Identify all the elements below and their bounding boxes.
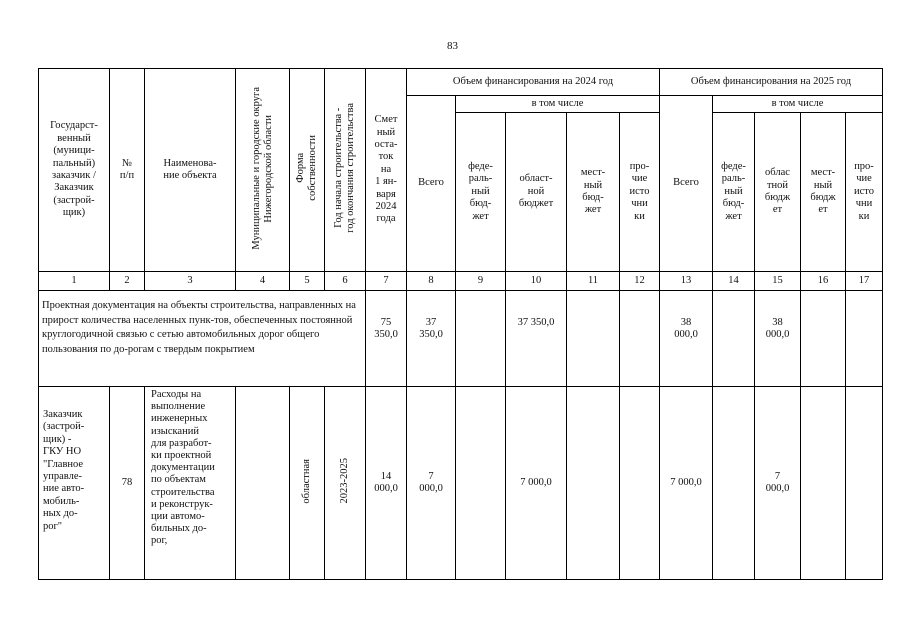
row-ownership xyxy=(290,387,325,580)
row-years-text: 2023-2025 xyxy=(339,458,350,504)
section-row xyxy=(39,291,883,387)
empty-cell xyxy=(456,291,506,387)
header-num: № п/п xyxy=(110,69,145,272)
header-other-2025: про- чие исто чни ки xyxy=(846,113,883,272)
header-total-2025: Всего xyxy=(660,96,713,272)
header-object-name: Наименова- ние объекта xyxy=(145,69,236,272)
header-fin-2024: Объем финансирования на 2024 год xyxy=(407,69,660,96)
row-object-name: Расходы на выполнение инженерных изысканий для разработ- ки проектной документации по объектам строительства и реконструк- ции автомо- бильных до- рог, xyxy=(145,387,236,580)
page-number: 83 xyxy=(447,40,458,52)
empty-cell xyxy=(801,291,846,387)
row-regional-2025: 7 000,0 xyxy=(755,387,801,580)
header-including-2025: в том числе xyxy=(713,96,883,113)
empty-cell xyxy=(713,387,755,580)
header-federal-2024: феде- раль- ный бюд- жет xyxy=(456,113,506,272)
empty-cell xyxy=(620,291,660,387)
empty-cell xyxy=(846,291,883,387)
column-number: 8 xyxy=(407,272,456,291)
header-municipal-text: Муниципальные и городские округа Нижегородской области xyxy=(250,86,274,250)
column-number: 2 xyxy=(110,272,145,291)
empty-cell xyxy=(567,387,620,580)
column-number: 11 xyxy=(567,272,620,291)
row-total-2025: 7 000,0 xyxy=(660,387,713,580)
column-number: 9 xyxy=(456,272,506,291)
header-including-2024: в том числе xyxy=(456,96,660,113)
column-number: 7 xyxy=(366,272,407,291)
column-number: 13 xyxy=(660,272,713,291)
section-total-2024: 37 350,0 xyxy=(407,291,456,387)
row-regional-2024: 7 000,0 xyxy=(506,387,567,580)
section-total-2025: 38 000,0 xyxy=(660,291,713,387)
column-number: 6 xyxy=(325,272,366,291)
financing-table xyxy=(38,68,883,580)
data-row xyxy=(39,387,883,580)
header-regional-2024: област- ной бюджет xyxy=(506,113,567,272)
header-municipal xyxy=(236,69,290,272)
header-local-2024: мест- ный бюд- жет xyxy=(567,113,620,272)
column-number: 4 xyxy=(236,272,290,291)
header-years-text: Год начала строительства - год окончания строительства xyxy=(333,102,356,233)
row-total-2024: 7 000,0 xyxy=(407,387,456,580)
empty-cell xyxy=(456,387,506,580)
header-fin-2025: Объем финансирования на 2025 год xyxy=(660,69,883,96)
header-customer: Государст- венный (муници- пальный) заказчик / Заказчик (застрой- щик) xyxy=(39,69,110,272)
column-number: 17 xyxy=(846,272,883,291)
row-num: 78 xyxy=(110,387,145,580)
row-customer: Заказчик (застрой- щик) - ГКУ НО "Главное управле- ние авто- мобиль- ных до- рог" xyxy=(39,387,110,580)
column-number: 12 xyxy=(620,272,660,291)
section-balance: 75 350,0 xyxy=(366,291,407,387)
section-regional-2024: 37 350,0 xyxy=(506,291,567,387)
column-number: 5 xyxy=(290,272,325,291)
header-regional-2025: облас тной бюдж ет xyxy=(755,113,801,272)
column-number: 16 xyxy=(801,272,846,291)
header-years xyxy=(325,69,366,272)
section-title: Проектная документация на объекты строительства, направленных на прирост количества населенных пунк-тов, обеспеченных постоянной круглогодичной связью с сетью автомобильных дорог общего пользования по до-рогам с твердым покрытием xyxy=(39,291,366,387)
empty-cell xyxy=(236,387,290,580)
row-years xyxy=(325,387,366,580)
column-number-row xyxy=(39,272,883,291)
header-local-2025: мест- ный бюдж ет xyxy=(801,113,846,272)
section-regional-2025: 38 000,0 xyxy=(755,291,801,387)
column-number: 10 xyxy=(506,272,567,291)
empty-cell xyxy=(620,387,660,580)
header-other-2024: про- чие исто чни ки xyxy=(620,113,660,272)
empty-cell xyxy=(713,291,755,387)
empty-cell xyxy=(846,387,883,580)
header-federal-2025: феде- раль- ный бюд- жет xyxy=(713,113,755,272)
header-balance: Смет ный оста- ток на 1 ян- варя 2024 года xyxy=(366,69,407,272)
header-ownership xyxy=(290,69,325,272)
row-ownership-text: областная xyxy=(301,458,312,504)
column-number: 14 xyxy=(713,272,755,291)
empty-cell xyxy=(567,291,620,387)
column-number: 15 xyxy=(755,272,801,291)
header-total-2024: Всего xyxy=(407,96,456,272)
row-balance: 14 000,0 xyxy=(366,387,407,580)
column-number: 3 xyxy=(145,272,236,291)
empty-cell xyxy=(801,387,846,580)
column-number: 1 xyxy=(39,272,110,291)
header-ownership-text: Форма собственности xyxy=(295,134,318,201)
